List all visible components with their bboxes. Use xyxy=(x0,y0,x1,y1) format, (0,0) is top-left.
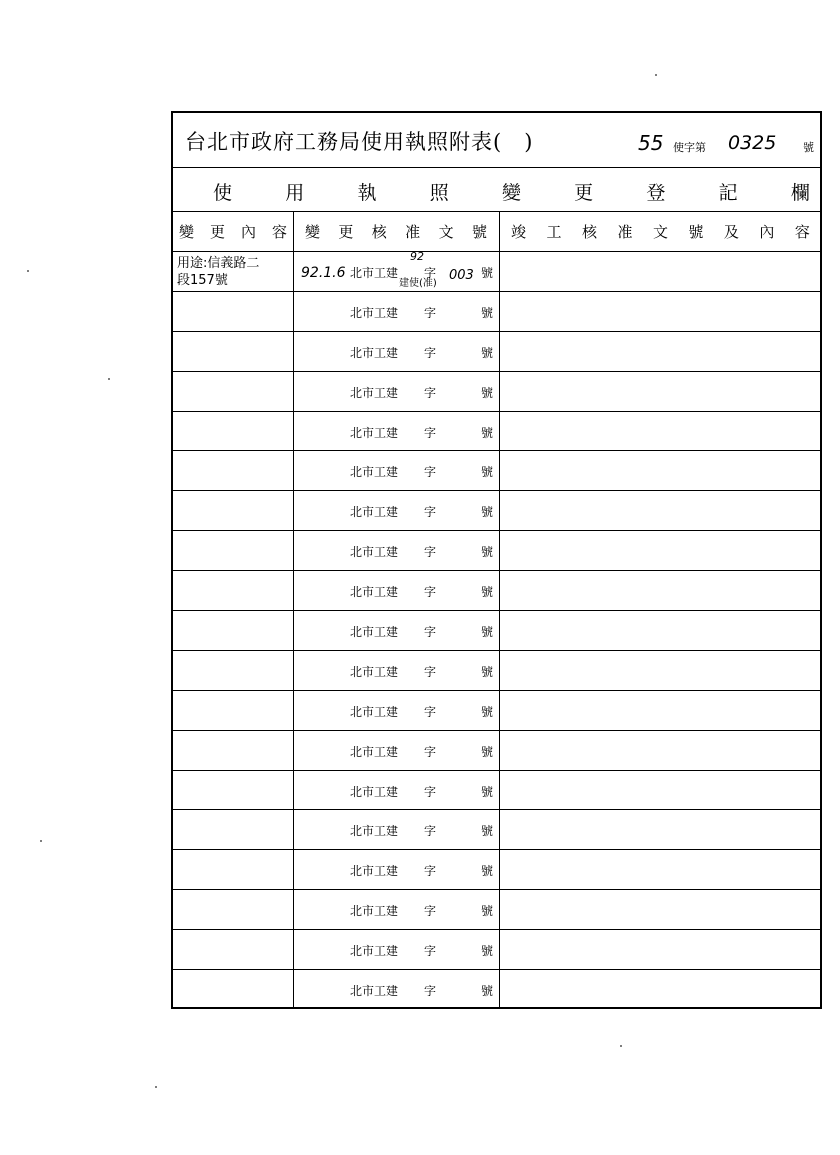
column-header-row xyxy=(173,212,820,252)
header-char: 竣 xyxy=(511,223,527,241)
approval-date-handwritten: 92.1.6 xyxy=(301,265,346,281)
scan-speck xyxy=(27,270,29,272)
table-row xyxy=(173,850,820,890)
header-char: 號 xyxy=(471,223,487,241)
header-char: 內 xyxy=(759,223,775,241)
ref-hao: 號 xyxy=(481,266,494,280)
ref-hao: 號 xyxy=(481,425,494,440)
table-row xyxy=(173,372,820,412)
ref-zi: 字 xyxy=(424,465,437,480)
header-change-content xyxy=(173,212,293,251)
title-row xyxy=(173,113,820,168)
header-char: 更 xyxy=(209,223,225,241)
header-char: 號 xyxy=(688,223,704,241)
ref-prefix: 北市工建 xyxy=(350,704,399,719)
ref-hao: 號 xyxy=(481,664,494,679)
scan-speck xyxy=(155,1086,157,1088)
section-title-char: 記 xyxy=(718,182,738,204)
table-row xyxy=(173,292,820,332)
header-char: 容 xyxy=(271,223,287,241)
table-row xyxy=(173,930,820,970)
ref-zi: 字 xyxy=(424,944,437,959)
ref-zi: 字 xyxy=(424,904,437,919)
ref-prefix: 北市工建 xyxy=(350,824,399,839)
ref-prefix: 北市工建 xyxy=(350,944,399,959)
table-row xyxy=(173,810,820,850)
ref-zi: 字 xyxy=(424,744,437,759)
license-suffix: 號 xyxy=(803,141,814,154)
ref-prefix: 北市工建 xyxy=(350,465,399,480)
ref-hao: 號 xyxy=(481,585,494,600)
scan-speck xyxy=(655,74,657,76)
header-completion-approval xyxy=(499,212,822,251)
ref-prefix: 北市工建 xyxy=(350,425,399,440)
ref-prefix: 北市工建 xyxy=(350,664,399,679)
ref-zi: 字 xyxy=(424,664,437,679)
table-row xyxy=(173,451,820,491)
section-title-char: 變 xyxy=(501,182,521,204)
table-row xyxy=(173,571,820,611)
scan-speck xyxy=(40,840,42,842)
table-row xyxy=(173,771,820,811)
ref-hao: 號 xyxy=(481,744,494,759)
ref-hao: 號 xyxy=(481,545,494,560)
ref-hao: 號 xyxy=(481,345,494,360)
section-title-row xyxy=(173,168,820,212)
ref-prefix: 北市工建 xyxy=(350,784,399,799)
table-row xyxy=(173,970,820,1010)
header-char: 工 xyxy=(546,223,562,241)
ref-prefix: 北市工建 xyxy=(350,385,399,400)
ref-zi: 字 xyxy=(424,704,437,719)
license-prefix-handwritten: 55 xyxy=(638,131,664,155)
table-row xyxy=(173,412,820,452)
header-char: 文 xyxy=(652,223,668,241)
table-row xyxy=(173,332,820,372)
ref-hao: 號 xyxy=(481,465,494,480)
table-row xyxy=(173,691,820,731)
ref-zi: 字 xyxy=(424,784,437,799)
license-number-handwritten: 0325 xyxy=(728,132,777,154)
table-row xyxy=(173,252,820,292)
section-title-char: 執 xyxy=(357,182,377,204)
table-row xyxy=(173,651,820,691)
ref-hao: 號 xyxy=(481,944,494,959)
ref-zi: 字 xyxy=(424,545,437,560)
section-title-char: 用 xyxy=(285,182,305,204)
license-word: 使字第 xyxy=(673,141,706,154)
approval-number-handwritten: 003 xyxy=(449,268,474,283)
section-title-char: 照 xyxy=(429,182,449,204)
ref-zi: 字 xyxy=(424,425,437,440)
registration-rows xyxy=(173,252,820,1010)
ref-hao: 號 xyxy=(481,625,494,640)
table-row xyxy=(173,731,820,771)
header-char: 及 xyxy=(723,223,739,241)
ref-prefix: 北市工建 xyxy=(350,984,399,999)
usage-license-annex-form xyxy=(171,111,822,1009)
header-char: 文 xyxy=(438,223,454,241)
section-title-char: 登 xyxy=(646,182,666,204)
ref-hao: 號 xyxy=(481,824,494,839)
ref-hao: 號 xyxy=(481,784,494,799)
ref-prefix: 北市工建 xyxy=(350,625,399,640)
ref-prefix: 北市工建 xyxy=(350,545,399,560)
ref-zi: 字 xyxy=(424,824,437,839)
form-title: 台北市政府工務局使用執照附表( ) xyxy=(185,130,534,154)
approval-type-handwritten: 建使(准) xyxy=(399,278,437,289)
header-char: 准 xyxy=(617,223,633,241)
header-char: 更 xyxy=(338,223,354,241)
section-title-char: 欄 xyxy=(790,182,810,204)
ref-zi: 字 xyxy=(424,385,437,400)
ref-hao: 號 xyxy=(481,505,494,520)
section-title-char: 使 xyxy=(213,182,233,204)
ref-zi: 字 xyxy=(424,305,437,320)
ref-zi: 字 xyxy=(424,266,437,280)
table-row xyxy=(173,611,820,651)
ref-prefix: 北市工建 xyxy=(350,505,399,520)
ref-zi: 字 xyxy=(424,505,437,520)
ref-prefix: 北市工建 xyxy=(350,345,399,360)
change-content-handwritten: 用途:信義路二 段157號 xyxy=(177,256,260,288)
scan-speck xyxy=(108,378,110,380)
header-char: 變 xyxy=(179,223,195,241)
ref-hao: 號 xyxy=(481,864,494,879)
ref-hao: 號 xyxy=(481,984,494,999)
ref-zi: 字 xyxy=(424,625,437,640)
header-char: 內 xyxy=(240,223,256,241)
scan-speck xyxy=(620,1045,622,1047)
header-change-approval-no xyxy=(293,212,499,251)
ref-zi: 字 xyxy=(424,345,437,360)
table-row xyxy=(173,491,820,531)
ref-hao: 號 xyxy=(481,904,494,919)
header-char: 核 xyxy=(371,223,387,241)
table-row xyxy=(173,890,820,930)
ref-prefix: 北市工建 xyxy=(350,585,399,600)
ref-prefix: 北市工建 xyxy=(350,266,399,280)
header-char: 核 xyxy=(581,223,597,241)
table-row xyxy=(173,531,820,571)
ref-zi: 字 xyxy=(424,585,437,600)
ref-hao: 號 xyxy=(481,385,494,400)
ref-prefix: 北市工建 xyxy=(350,864,399,879)
ref-zi: 字 xyxy=(424,984,437,999)
ref-zi: 字 xyxy=(424,864,437,879)
approval-year-handwritten: 92 xyxy=(410,250,424,263)
section-title-char: 更 xyxy=(574,182,594,204)
section-title xyxy=(213,178,810,205)
header-char: 容 xyxy=(794,223,810,241)
header-char: 准 xyxy=(405,223,421,241)
ref-hao: 號 xyxy=(481,704,494,719)
header-char: 變 xyxy=(305,223,321,241)
ref-prefix: 北市工建 xyxy=(350,305,399,320)
ref-prefix: 北市工建 xyxy=(350,744,399,759)
ref-prefix: 北市工建 xyxy=(350,904,399,919)
ref-hao: 號 xyxy=(481,305,494,320)
